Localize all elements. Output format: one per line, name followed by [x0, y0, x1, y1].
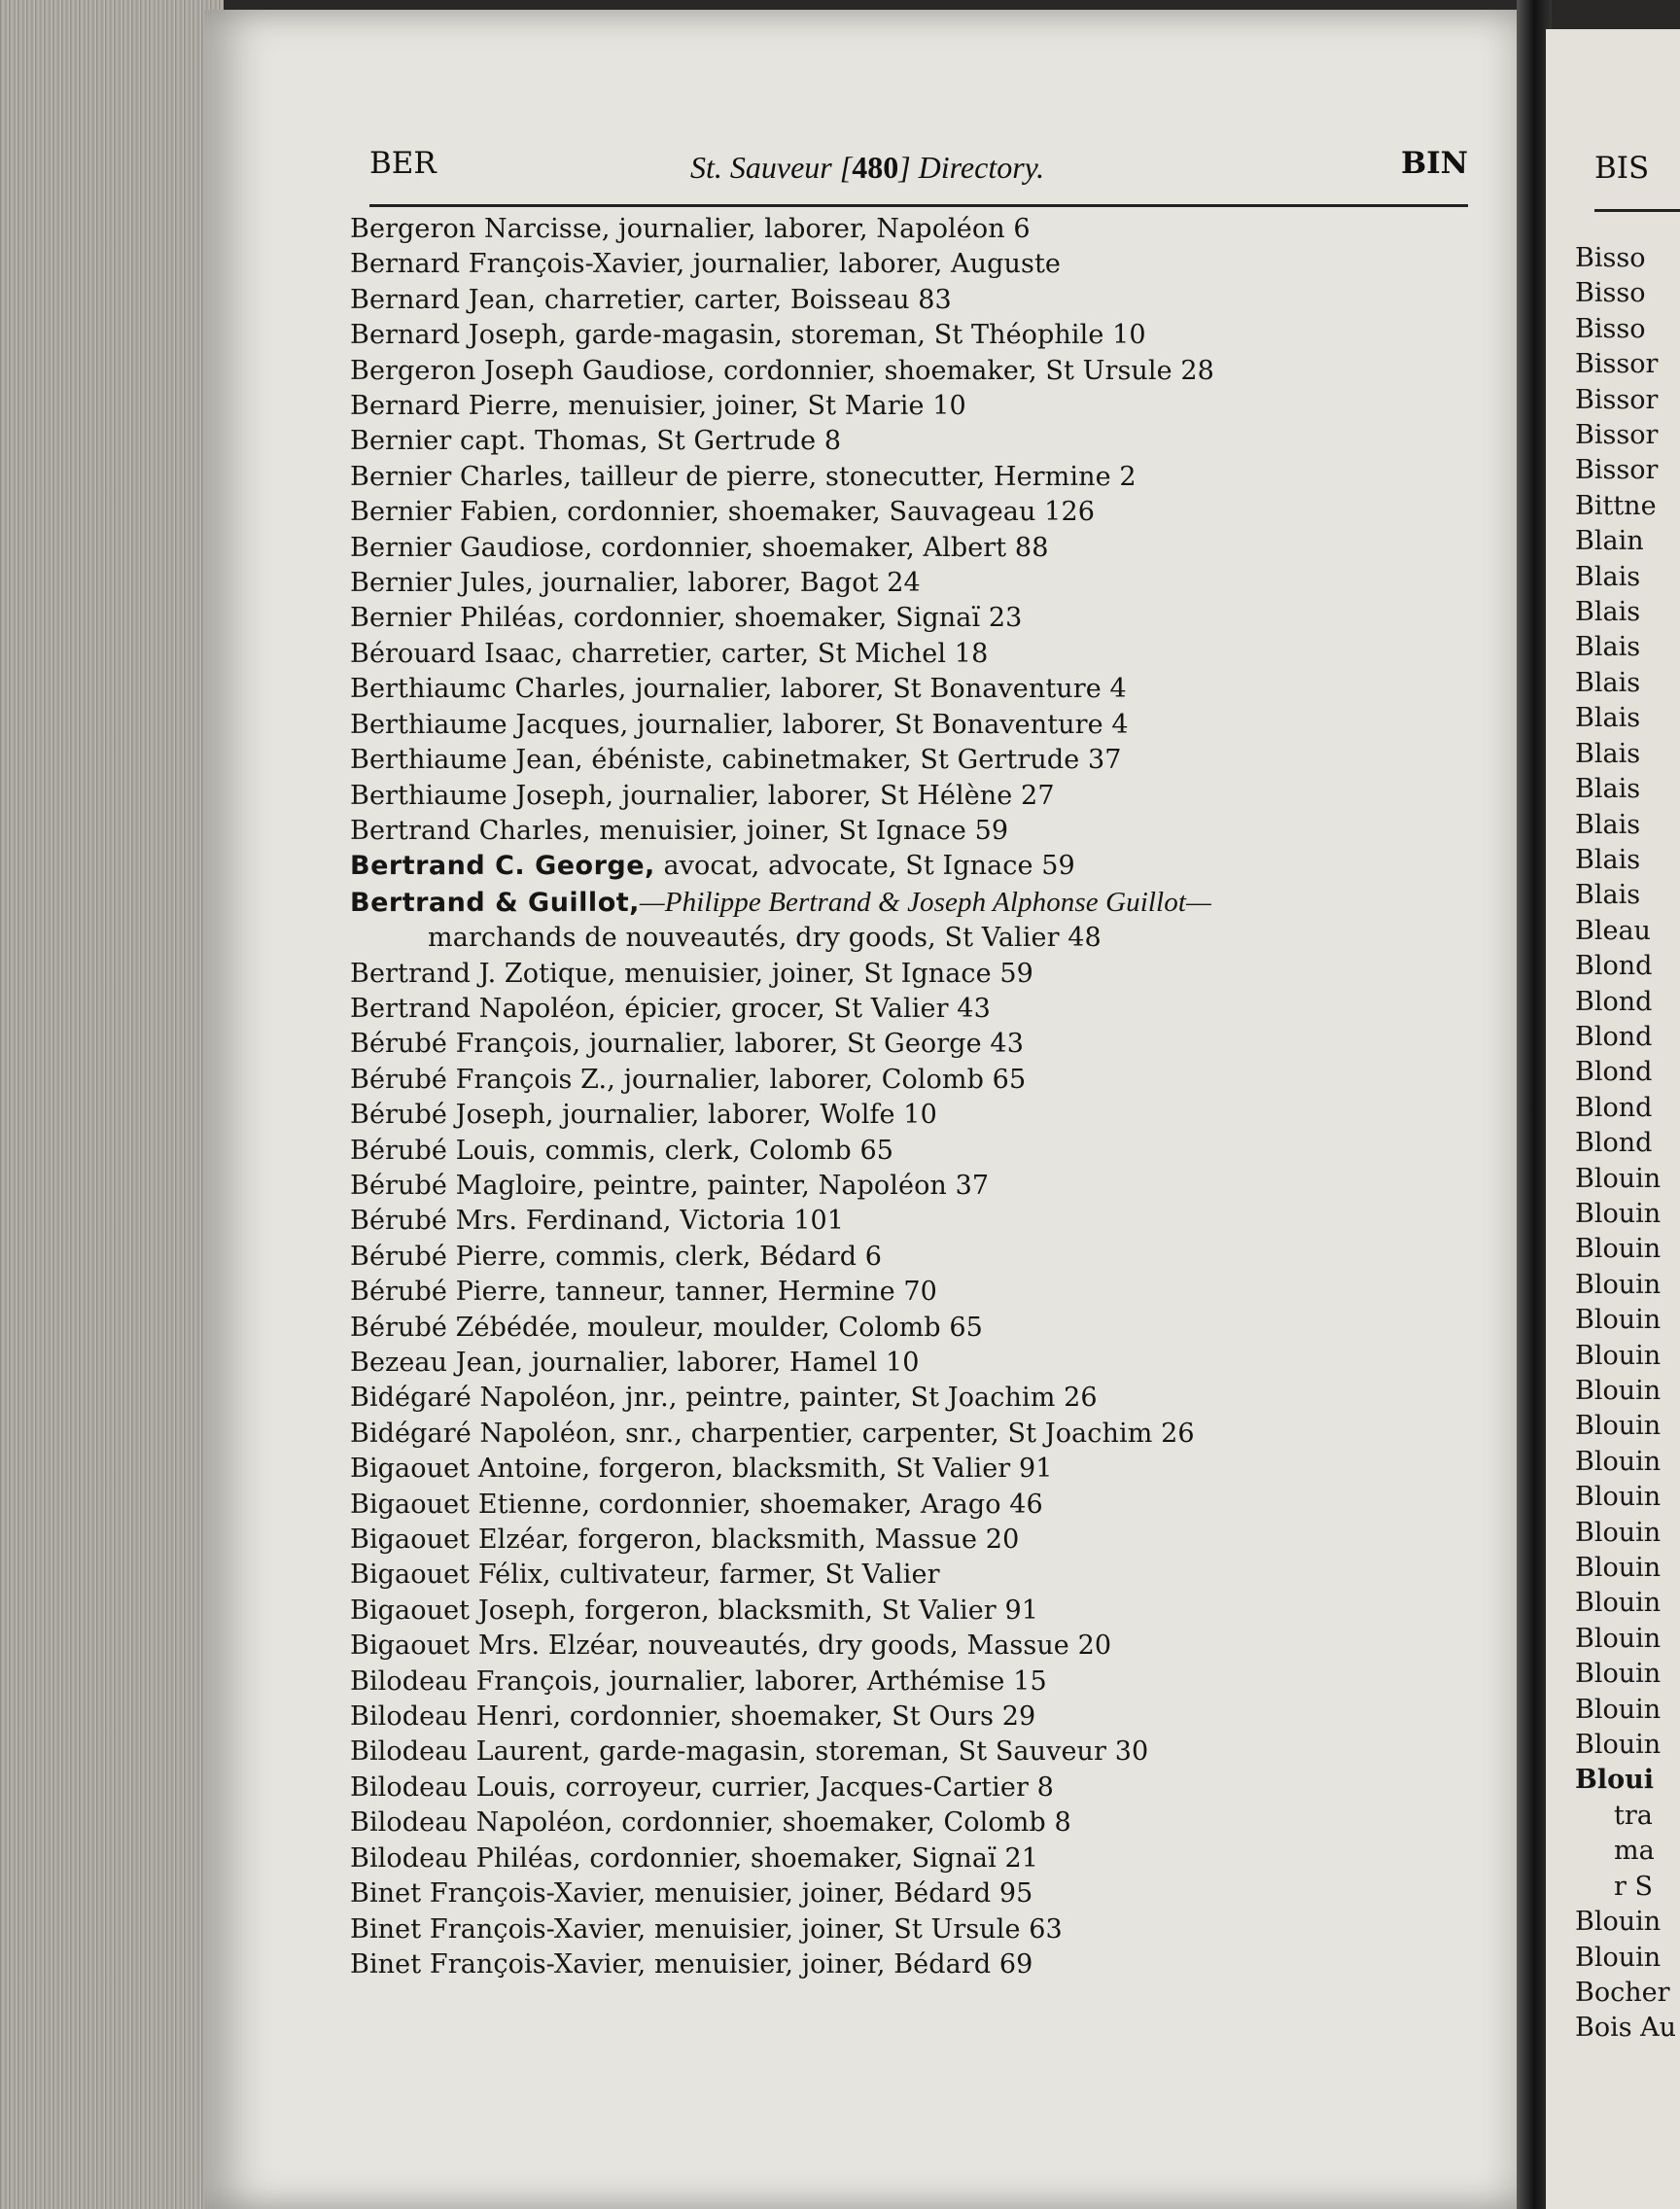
directory-entry: Bigaouet Etienne, cordonnier, shoemaker, Arago 46 [350, 1489, 1043, 1520]
header-title-pre: St. Sauveur [ [690, 150, 853, 185]
facing-page-rule [1594, 209, 1680, 212]
facing-page-entry: Blouin [1575, 1730, 1662, 1761]
facing-page-entries [1575, 241, 1676, 2047]
directory-entry: Bidégaré Napoléon, jnr., peintre, painter, St Joachim 26 [350, 1383, 1098, 1414]
directory-entry: Bergeron Joseph Gaudiose, cordonnier, shoemaker, St Ursule 28 [350, 355, 1214, 386]
directory-entry: Bertrand Charles, menuisier, joiner, St Ignace 59 [350, 815, 1009, 846]
facing-page-entry: Bissor [1575, 384, 1659, 415]
entry-detail: avocat, advocate, St Ignace 59 [654, 851, 1075, 882]
facing-page-entry: Blond [1575, 1092, 1653, 1123]
directory-entry: Bertrand Napoléon, épicier, grocer, St Valier 43 [350, 993, 991, 1024]
entry-bold-name: Bertrand C. George, [350, 851, 655, 882]
facing-page-entry: Bocher [1575, 1977, 1670, 2008]
facing-page-entry: Blond [1575, 1057, 1653, 1088]
directory-entry: Bilodeau Laurent, garde-magasin, storeman, St Sauveur 30 [350, 1736, 1149, 1768]
facing-page-entry: Blais [1575, 632, 1641, 663]
directory-entry: Bergeron Narcisse, journalier, laborer, Napoléon 6 [350, 214, 1031, 244]
facing-page-entry: Blais [1575, 561, 1641, 592]
directory-entry: Bigaouet Elzéar, forgeron, blacksmith, Massue 20 [350, 1525, 1020, 1556]
facing-page-entry: Blouin [1575, 1623, 1662, 1654]
facing-page-entry: Blouin [1575, 1482, 1662, 1513]
facing-page-entry: Bloui [1575, 1765, 1654, 1796]
directory-entry: Bernard François-Xavier, journalier, laborer, Auguste [350, 249, 1062, 280]
directory-entry: Bertrand J. Zotique, menuisier, joiner, St Ignace 59 [350, 958, 1033, 989]
directory-entry [350, 849, 1497, 884]
facing-page-entry: Blais [1575, 844, 1641, 875]
facing-page-entry: Bissor [1575, 420, 1659, 451]
facing-page-entry: Blouin [1575, 1305, 1662, 1336]
header-title [690, 150, 1044, 186]
directory-entry: Bezeau Jean, journalier, laborer, Hamel 10 [350, 1348, 920, 1378]
directory-entry: Binet François-Xavier, menuisier, joiner, Bédard 69 [350, 1948, 1033, 1980]
facing-page-entry: Blond [1575, 951, 1653, 982]
directory-entries [350, 212, 1497, 1982]
facing-page-entry: Blais [1575, 738, 1641, 769]
entry-partners: —Philippe Bertrand & Joseph Alphonse Guillot— [639, 886, 1211, 918]
directory-entry: Bernier Jules, journalier, laborer, Bagot 24 [350, 568, 921, 599]
facing-page-entry: Bois Au [1575, 2013, 1677, 2044]
facing-page-entry: Blouin [1575, 1234, 1662, 1265]
directory-entry: Bernier capt. Thomas, St Gertrude 8 [350, 426, 842, 457]
directory-entry: Bérouard Isaac, charretier, carter, St Michel 18 [350, 638, 989, 669]
directory-entry: Bilodeau Louis, corroyeur, currier, Jacques-Cartier 8 [350, 1771, 1054, 1803]
directory-entry: Berthiaume Joseph, journalier, laborer, St Hélène 27 [350, 780, 1055, 811]
directory-entry: Bernier Charles, tailleur de pierre, stonecutter, Hermine 2 [350, 461, 1137, 492]
directory-entry: Bérubé François, journalier, laborer, St George 43 [350, 1029, 1024, 1060]
facing-page-entry: Blouin [1575, 1942, 1662, 1973]
header-range-end: BIN [1400, 146, 1468, 181]
header-range-start: BER [369, 146, 437, 181]
facing-page-entry: Blouin [1575, 1340, 1662, 1371]
directory-entry: Bilodeau Napoléon, cordonnier, shoemaker, Colomb 8 [350, 1807, 1071, 1839]
facing-page-entry: Bisso [1575, 278, 1646, 309]
page-stack-edge [0, 0, 224, 2209]
facing-page-entry: Blouin [1575, 1588, 1662, 1619]
facing-page-entry: Bittne [1575, 490, 1657, 521]
facing-page-entry: Blouin [1575, 1198, 1662, 1229]
facing-page-entry: Blais [1575, 774, 1641, 805]
header-title-post: ] Directory. [898, 150, 1045, 185]
facing-page-entry: Blouin [1575, 1694, 1662, 1725]
facing-page-entry: Blais [1575, 703, 1641, 734]
facing-page-entry: Blouin [1575, 1446, 1662, 1477]
directory-entry: Bérubé Joseph, journalier, laborer, Wolfe 10 [350, 1100, 937, 1131]
directory-entry: Bérubé Zébédée, mouleur, moulder, Colomb 65 [350, 1312, 983, 1343]
directory-entry: Bérubé Magloire, peintre, painter, Napoléon 37 [350, 1170, 990, 1201]
directory-entry: Bernard Jean, charretier, carter, Boisseau 83 [350, 284, 952, 315]
facing-page-entry: Bleau [1575, 915, 1651, 946]
directory-entry: Bigaouet Félix, cultivateur, farmer, St Valier [350, 1560, 940, 1591]
facing-page-entry: Bissor [1575, 349, 1659, 380]
directory-entry: Bérubé Louis, commis, clerk, Colomb 65 [350, 1135, 894, 1166]
facing-page-entry: Blouin [1575, 1659, 1662, 1690]
directory-entry: Bérubé Pierre, commis, clerk, Bédard 6 [350, 1241, 883, 1272]
facing-page-entry: ma [1614, 1836, 1655, 1867]
facing-page-entry: Blond [1575, 1128, 1653, 1159]
facing-page-entry: Blouin [1575, 1269, 1662, 1300]
facing-page-entry: Bisso [1575, 243, 1646, 273]
directory-entry: Bigaouet Mrs. Elzéar, nouveautés, dry goods, Massue 20 [350, 1630, 1112, 1662]
facing-page-entry: Blais [1575, 667, 1641, 698]
facing-page-entry: Blouin [1575, 1553, 1662, 1584]
directory-entry: Berthiaume Jean, ébéniste, cabinetmaker, St Gertrude 37 [350, 745, 1122, 776]
directory-entry: Bernier Philéas, cordonnier, shoemaker, Signaï 23 [350, 603, 1023, 634]
directory-entry: Bernier Gaudiose, cordonnier, shoemaker, Albert 88 [350, 532, 1049, 563]
facing-page-entry: tra [1614, 1800, 1653, 1831]
directory-entry: Bilodeau Henri, cordonnier, shoemaker, St Ours 29 [350, 1701, 1036, 1733]
facing-page [1546, 29, 1680, 2209]
directory-entry: Bérubé François Z., journalier, laborer, Colomb 65 [350, 1064, 1027, 1095]
facing-page-entry: Blouin [1575, 1517, 1662, 1548]
directory-entry: Bigaouet Antoine, forgeron, blacksmith, St Valier 91 [350, 1454, 1053, 1485]
facing-page-entry: Bissor [1575, 455, 1659, 486]
directory-entry: Bigaouet Joseph, forgeron, blacksmith, St Valier 91 [350, 1595, 1039, 1626]
directory-entry: Bidégaré Napoléon, snr., charpentier, carpenter, St Joachim 26 [350, 1418, 1195, 1449]
page-number: 480 [852, 150, 899, 185]
directory-entry: Bernard Joseph, garde-magasin, storeman, St Théophile 10 [350, 320, 1146, 351]
directory-entry: Bernier Fabien, cordonnier, shoemaker, Sauvageau 126 [350, 497, 1096, 528]
facing-page-entry: Blouin [1575, 1376, 1662, 1406]
directory-entry: Bilodeau François, journalier, laborer, Arthémise 15 [350, 1666, 1047, 1697]
directory-entry: marchands de nouveautés, dry goods, St Valier 48 [428, 923, 1102, 954]
facing-page-entry: r S [1614, 1871, 1653, 1902]
facing-page-entry: Blond [1575, 1021, 1653, 1052]
facing-page-entry: Blouin [1575, 1163, 1662, 1194]
directory-entry: Bernard Pierre, menuisier, joiner, St Marie 10 [350, 391, 966, 422]
facing-page-entry: Blouin [1575, 1411, 1662, 1442]
facing-page-entry: Blond [1575, 986, 1653, 1017]
entry-bold-name: Bertrand & Guillot, [350, 887, 640, 918]
facing-page-header: BIS [1594, 151, 1650, 186]
directory-entry: Berthiaume Jacques, journalier, laborer, St Bonaventure 4 [350, 709, 1129, 740]
directory-entry: Bilodeau Philéas, cordonnier, shoemaker, Signaï 21 [350, 1842, 1039, 1874]
facing-page-entry: Blais [1575, 597, 1641, 628]
page-header [369, 146, 1468, 207]
directory-entry: Bérubé Mrs. Ferdinand, Victoria 101 [350, 1206, 845, 1237]
directory-entry: Bérubé Pierre, tanneur, tanner, Hermine 70 [350, 1277, 937, 1308]
directory-entry: Binet François-Xavier, menuisier, joiner, St Ursule 63 [350, 1913, 1063, 1945]
directory-entry: Berthiaumc Charles, journalier, laborer, St Bonaventure 4 [350, 674, 1127, 705]
directory-entry [350, 885, 1497, 921]
facing-page-entry: Blais [1575, 880, 1641, 911]
facing-page-entry: Blouin [1575, 1907, 1662, 1938]
facing-page-entry: Bisso [1575, 313, 1646, 344]
facing-page-entry: Blais [1575, 809, 1641, 840]
facing-page-entry: Blain [1575, 526, 1644, 557]
directory-entry: Binet François-Xavier, menuisier, joiner, Bédard 95 [350, 1878, 1033, 1910]
